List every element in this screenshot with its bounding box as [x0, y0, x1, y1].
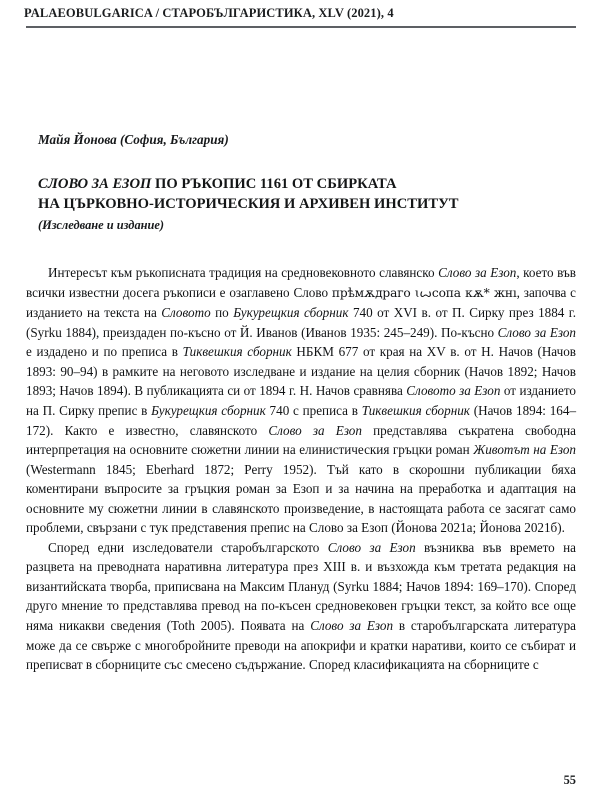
p1-seg-d: , започва с изданието на текста на	[26, 284, 576, 321]
p1-seg-u: Животът на Езоп	[473, 442, 576, 458]
p1-seg-b: Слово за Езоп	[438, 265, 517, 281]
article-title-line-1	[38, 174, 576, 195]
p1-seg-f: по	[210, 305, 234, 321]
p1-seg-i: Слово за Езоп	[497, 324, 577, 340]
article-title-work-name: СЛОВО ЗА ЕЗОП	[38, 175, 152, 192]
article-body	[26, 263, 576, 674]
p2-seg-c: възниква във времето на разцвета на преводната наративна литература през XIII в. и възхожда към третата редакция на византийската творба, приписвана на Максим Плануд (Syrku 1884; Начов 1894: 169–170). Според друго мнение то представлява превод на по-късен средновековен гръцки текст, за който все още няма никакви сведения (Toth 2005). Появата на	[26, 539, 576, 634]
p1-seg-s: Слово за Езоп	[268, 422, 362, 438]
p1-seg-v: (Westermann 1845; Eberhard 1872; Perry 1952). Тъй като в скорошни публикации бяха коментирани въпросите за гръцкия роман за Езоп и за начина на преработка и адаптация на основните му сюжетни линии в славянското произведение, в настоящата работа се засягат само проблеми, свързани с тук представения препис на Слово за Езоп (Йонова 2021а; Йонова 2021б).	[26, 461, 576, 536]
header-rule	[26, 26, 576, 28]
p1-seg-l: НБКМ 677 от края на XV в. от Н. Начов (Начов 1893: 90–94) в рамките на неговото изследване и издание на целия сборник (Начов 1892; Начов 1893; Начов 1894). В публикацията си от 1894 г. Н. Начов сравнява	[26, 344, 576, 399]
p1-seg-p: 740 с преписа в	[265, 403, 362, 419]
p1-seg-t: представлява съкратена свободна интерпретация на основните сюжетни линии на елинистическия гръцки роман	[26, 422, 576, 458]
author-byline: Майя Йонова (София, България)	[38, 131, 229, 147]
paragraph-1	[26, 263, 576, 538]
p1-seg-o: Букурещкия сборник	[151, 403, 266, 419]
p1-seg-n: от изданието на П. Сирку препис в	[26, 383, 576, 419]
p1-seg-j: е издадено и по преписа в	[26, 344, 183, 360]
p1-seg-r: (Начов 1894: 164–172). Както е известно, славянското	[26, 403, 577, 438]
p1-seg-e: Словото	[161, 305, 211, 321]
paragraph-2	[26, 538, 576, 675]
article-subtitle: (Изследване и издание)	[38, 218, 165, 233]
p1-old-church-slavonic-incipit: прѣмѫдраго ꙇꙍсопа кѫ* жнı	[331, 285, 517, 300]
running-head: PALAEOBULGARICA / СТАРОБЪЛГАРИСТИКА, XLV (2021), 4	[24, 6, 394, 20]
p2-seg-a: Според едни изследователи старобългарското	[48, 539, 328, 555]
article-title-line-2: НА ЦЪРКОВНО-ИСТОРИЧЕСКИЯ И АРХИВЕН ИНСТИТУТ	[38, 196, 459, 213]
p1-seg-q: Тиквешкия сборник	[361, 403, 470, 419]
article-title-line-1-rest: ПО РЪКОПИС 1161 ОТ СБИРКАТА	[151, 175, 397, 192]
p2-seg-e: в старобългарската литература може да се свърже с многобройните преводи на апокрифи и кратки наративи, които се събират и преписват в сборниците със смесено съдържание. Според класификацията на сборниците с	[26, 618, 576, 673]
p2-seg-d: Слово за Езоп	[310, 618, 394, 634]
p1-seg-c: , което във всички известни досега ръкописи е озаглавено Слово	[26, 265, 577, 300]
p1-seg-a: Интересът към ръкописната традиция на средновековното славянско	[48, 265, 439, 281]
page-number: 55	[563, 773, 576, 787]
p1-seg-h: 740 от XVI в. от П. Сирку през 1884 г. (Syrku 1884), преиздаден по-късно от Й. Иванов (Иванов 1935: 245–249). По-късно	[26, 305, 577, 340]
title-block	[38, 174, 576, 233]
p2-seg-b: Слово за Езоп	[327, 539, 416, 555]
p1-seg-m: Словото за Езоп	[406, 383, 501, 399]
p1-seg-k: Тиквешкия сборник	[182, 344, 292, 360]
p1-seg-g: Букурещкия сборник	[233, 305, 349, 321]
